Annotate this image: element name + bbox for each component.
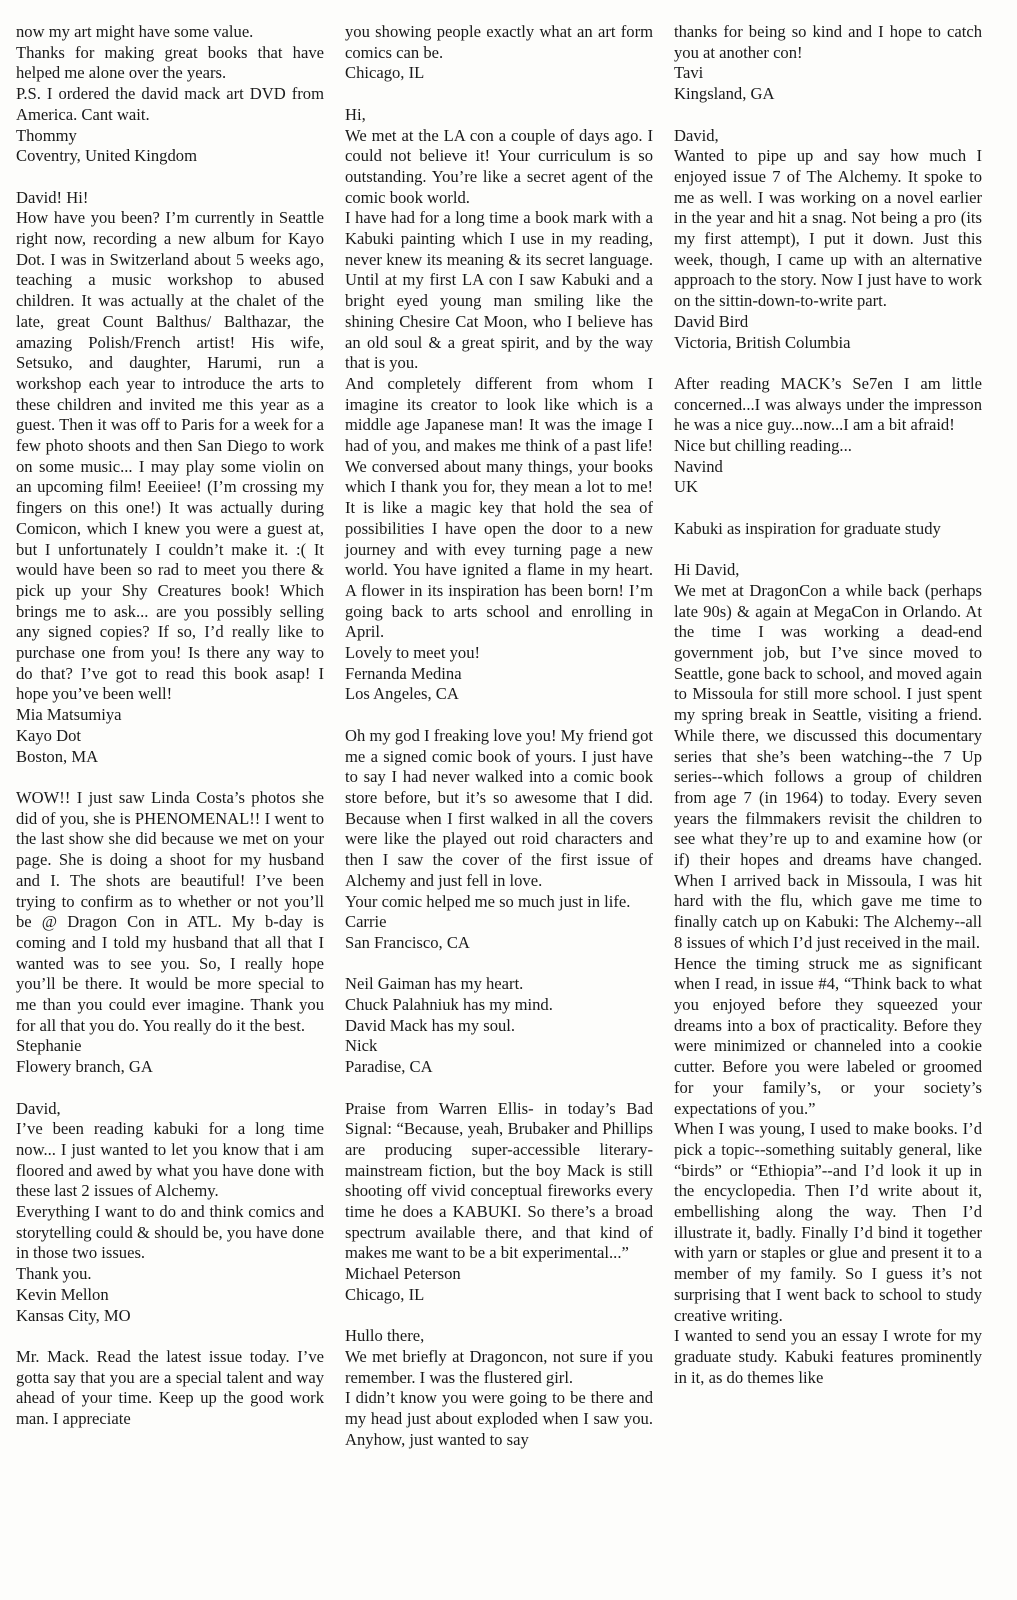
letter <box>674 374 982 498</box>
letter <box>16 188 324 768</box>
letter-paragraph: you showing people exactly what an art form comics can be. <box>345 22 653 62</box>
letter-paragraph: How have you been? I’m currently in Seattle right now, recording a new album for Kayo Dot. I was in Switzerland about 5 weeks ago, teaching a music workshop to abused children. It was actually at the chalet of the late, great Count Balthus/ Balthazar, the amazing Polish/French artist! His wife, Setsuko, and daughter, Harumi, run a workshop each year to introduce the arts to these children and invited me this year as a guest. Then it was off to Paris for a week for a few photo shoots and then San Diego to work on some music... I may play some violin on an upcoming film! Eeeiiee! (I’m crossing my fingers on this one!) It was actually during Comicon, which I knew you were a guest at, but I unfortunately I couldn’t make it. :( It would have been so rad to meet you there & pick up your Shy Creatures book! Which brings me to ask... are you possibly selling any signed copies? If so, I’d really like to purchase one from you! Is there any way to do that? I’ve got to read this book asap! I hope you’ve been well! <box>16 208 324 704</box>
letter-signature: Thommy <box>16 125 77 145</box>
letter-paragraph: Neil Gaiman has my heart. <box>345 974 524 994</box>
column-1 <box>16 22 324 1450</box>
letter <box>345 22 653 84</box>
letter-paragraph: Thank you. <box>16 1264 92 1284</box>
letter-location: Paradise, CA <box>345 1057 433 1077</box>
letter-signature: Nick <box>345 1036 378 1056</box>
letter-signature: Carrie <box>345 912 387 932</box>
letter-location: Flowery branch, GA <box>16 1057 153 1077</box>
letter-paragraph: Hi, <box>345 104 366 124</box>
letter-paragraph: Nice but chilling reading... <box>674 436 852 456</box>
letter-paragraph: We met at the LA con a couple of days ago. I could not believe it! Your curriculum is so outstanding. You’re like a secret agent of the comic book world. <box>345 125 653 207</box>
letter-paragraph: Hi David, <box>674 560 740 580</box>
letter-signature: David Bird <box>674 311 749 331</box>
letter <box>16 1099 324 1327</box>
letter-paragraph: And completely different from whom I imagine its creator to look like which is a middle age Japanese man! It was the image I had of you, and makes me think of a past life! We conversed about many things, your books which I thank you for, they mean a lot to me! It is like a magic key that hold the sea of possibilities I have open the door to a new journey and with evey turning page a new world. You have ignited a flame in my heart. A flower in its inspiration has been born! I’m going back to arts school and enrolling in April. <box>345 373 653 642</box>
letter <box>674 560 982 1388</box>
letter-paragraph: David Mack has my soul. <box>345 1015 516 1035</box>
letter-paragraph: I have had for a long time a book mark with a Kabuki painting which I use in my reading, never knew its meaning & its secret language. Until at my first LA con I saw Kabuki and a bright eyed young man smiling like the shining Chesire Cat Moon, who I believe has an old soul & a great spirit, and by the way that is you. <box>345 208 653 373</box>
letter-affiliation: Kayo Dot <box>16 725 81 745</box>
letter-signature: Navind <box>674 456 723 476</box>
letter-paragraph: Lovely to meet you! <box>345 643 481 663</box>
letter-paragraph: Mr. Mack. Read the latest issue today. I’ve gotta say that you are a special talent and way ahead of your time. Keep up the good work man. I appreciate <box>16 1346 324 1429</box>
letter-paragraph: Hullo there, <box>345 1326 425 1346</box>
letter-paragraph: now my art might have some value. <box>16 22 254 41</box>
letter <box>345 974 653 1078</box>
letter-paragraph: P.S. I ordered the david mack art DVD from America. Cant wait. <box>16 84 324 124</box>
letter-paragraph: Hence the timing struck me as significant when I read, in issue #4, “Think back to what you enjoyed before they squeezed your dreams into a box of practicality. Before they were minimized or channeled into a cookie cutter. Before you were labeled or groomed for your family’s, or your society’s expectations of you.” <box>674 953 982 1118</box>
letter-paragraph: I wanted to send you an essay I wrote for my graduate study. Kabuki features prominently in it, as do themes like <box>674 1326 982 1387</box>
letter-paragraph: We met at DragonCon a while back (perhaps late 90s) & again at MegaCon in Orlando. At the time I was working a dead-end government job, but I’ve since moved to Seattle, gone back to school, and moved again to Missoula for still more school. I just spent my spring break in Seattle, visiting a friend. While there, we discussed this documentary series that she’s been watching--the 7 Up series--which follows a group of children from age 7 (in 1964) to today. Every seven years the filmmakers revisit the children to see what they’re up to and examine how (or if) their hopes and dreams have changed. When I arrived back in Missoula, I was hit hard with the flu, which gave me time to finally catch up on Kabuki: The Alchemy--all 8 issues of which I’d just received in the mail. <box>674 580 982 952</box>
letter-paragraph: thanks for being so kind and I hope to catch you at another con! <box>674 22 982 62</box>
letter <box>345 105 653 705</box>
letter <box>16 1347 324 1430</box>
column-2 <box>345 22 653 1471</box>
letter-paragraph: WOW!! I just saw Linda Costa’s photos she did of you, she is PHENOMENAL!! I went to the last show she did because we met on your page. She is doing a shoot for my husband and I. The shots are beautiful! I’ve been trying to confirm as to whether or not you’ll be @ Dragon Con in ATL. My b-day is coming and I told my husband that all that I wanted was to see you. So, I really hope you’ll be there. It would be more special to me than you could ever imagine. Thank you for all that you do. You really do it the best. <box>16 787 324 1035</box>
letter-location: Coventry, United Kingdom <box>16 146 197 166</box>
letter-signature: Stephanie <box>16 1036 82 1056</box>
letter-paragraph: Thanks for making great books that have helped me alone over the years. <box>16 42 324 83</box>
letter-location: Chicago, IL <box>345 63 425 83</box>
letter-paragraph: Wanted to pipe up and say how much I enjoyed issue 7 of The Alchemy. It spoke to me as well. I was working on a novel earlier in the year and hit a snag. Not being a pro (its my first attempt), I put it down. Just this week, though, I came up with an alternative approach to the story. Now I just have to work on the sittin-down-to-write part. <box>674 146 982 311</box>
column-3 <box>674 22 982 1409</box>
letter <box>16 788 324 1078</box>
letter-paragraph: Everything I want to do and think comics and storytelling could & should be, you have done in those two issues. <box>16 1202 324 1263</box>
letter-location: Boston, MA <box>16 746 99 766</box>
letter-paragraph: Your comic helped me so much just in life. <box>345 891 631 911</box>
letter-paragraph: Praise from Warren Ellis- in today’s Bad Signal: “Because, yeah, Brubaker and Phillips are producing super-accessible literary- mainstream fiction, but the boy Mack is still shooting off vivid conceptual fireworks every time he does a KABUKI. So there’s a broad spectrum available there, and that kind of makes me want to be a bit experimental...” <box>345 1098 653 1263</box>
letter <box>674 519 982 540</box>
letter <box>345 1326 653 1450</box>
letter-signature: Kevin Mellon <box>16 1284 109 1304</box>
letter-location: Victoria, British Columbia <box>674 332 851 352</box>
letter-signature: Fernanda Medina <box>345 663 462 683</box>
letter-paragraph: We met briefly at Dragoncon, not sure if you remember. I was the flustered girl. <box>345 1346 653 1387</box>
letter-paragraph: David! Hi! <box>16 187 89 207</box>
letter-signature: Michael Peterson <box>345 1264 461 1284</box>
letter-location: UK <box>674 477 698 497</box>
letter <box>345 726 653 954</box>
letter-signature: Tavi <box>674 63 704 83</box>
letter-paragraph: Oh my god I freaking love you! My friend got me a signed comic book of yours. I just have to say I had never walked into a comic book store before, but it’s so awesome that I did. Because when I first walked in all the covers were like the played out roid characters and then I saw the cover of the first issue of Alchemy and just fell in love. <box>345 725 653 890</box>
letter <box>674 126 982 354</box>
letter-paragraph: I didn’t know you were going to be there and my head just about exploded when I saw you. Anyhow, just wanted to say <box>345 1388 653 1449</box>
letter-location: Kansas City, MO <box>16 1305 131 1325</box>
letter-location: Los Angeles, CA <box>345 684 459 704</box>
letter-paragraph: After reading MACK’s Se7en I am little concerned...I was always under the impresson he was a nice guy...now...I am a bit afraid! <box>674 373 982 435</box>
letter-location: Chicago, IL <box>345 1284 425 1304</box>
letter <box>345 1099 653 1306</box>
letter-paragraph: David, <box>16 1098 61 1118</box>
letter-signature: Mia Matsumiya <box>16 705 122 725</box>
letter <box>674 22 982 105</box>
letter-paragraph: David, <box>674 125 719 145</box>
letter <box>16 22 324 167</box>
letter-paragraph: I’ve been reading kabuki for a long time now... I just wanted to let you know that i am floored and awed by what you have done with these last 2 issues of Alchemy. <box>16 1119 324 1201</box>
letter-location: Kingsland, GA <box>674 84 775 104</box>
letter-location: San Francisco, CA <box>345 932 470 952</box>
letter-paragraph: When I was young, I used to make books. I’d pick a topic--something suitably general, like “birds” or “Ethiopia”--and I’d look it up in the encyclopedia. Then I’d write about it, embellishing along the way. Then I’d illustrate it, badly. Finally I’d bind it together with yarn or staples or glue and present it to a member of my family. So I guess it’s not surprising that I went back to school to study creative writing. <box>674 1119 982 1325</box>
section-heading: Kabuki as inspiration for graduate study <box>674 518 941 538</box>
letter-paragraph: Chuck Palahniuk has my mind. <box>345 995 553 1014</box>
